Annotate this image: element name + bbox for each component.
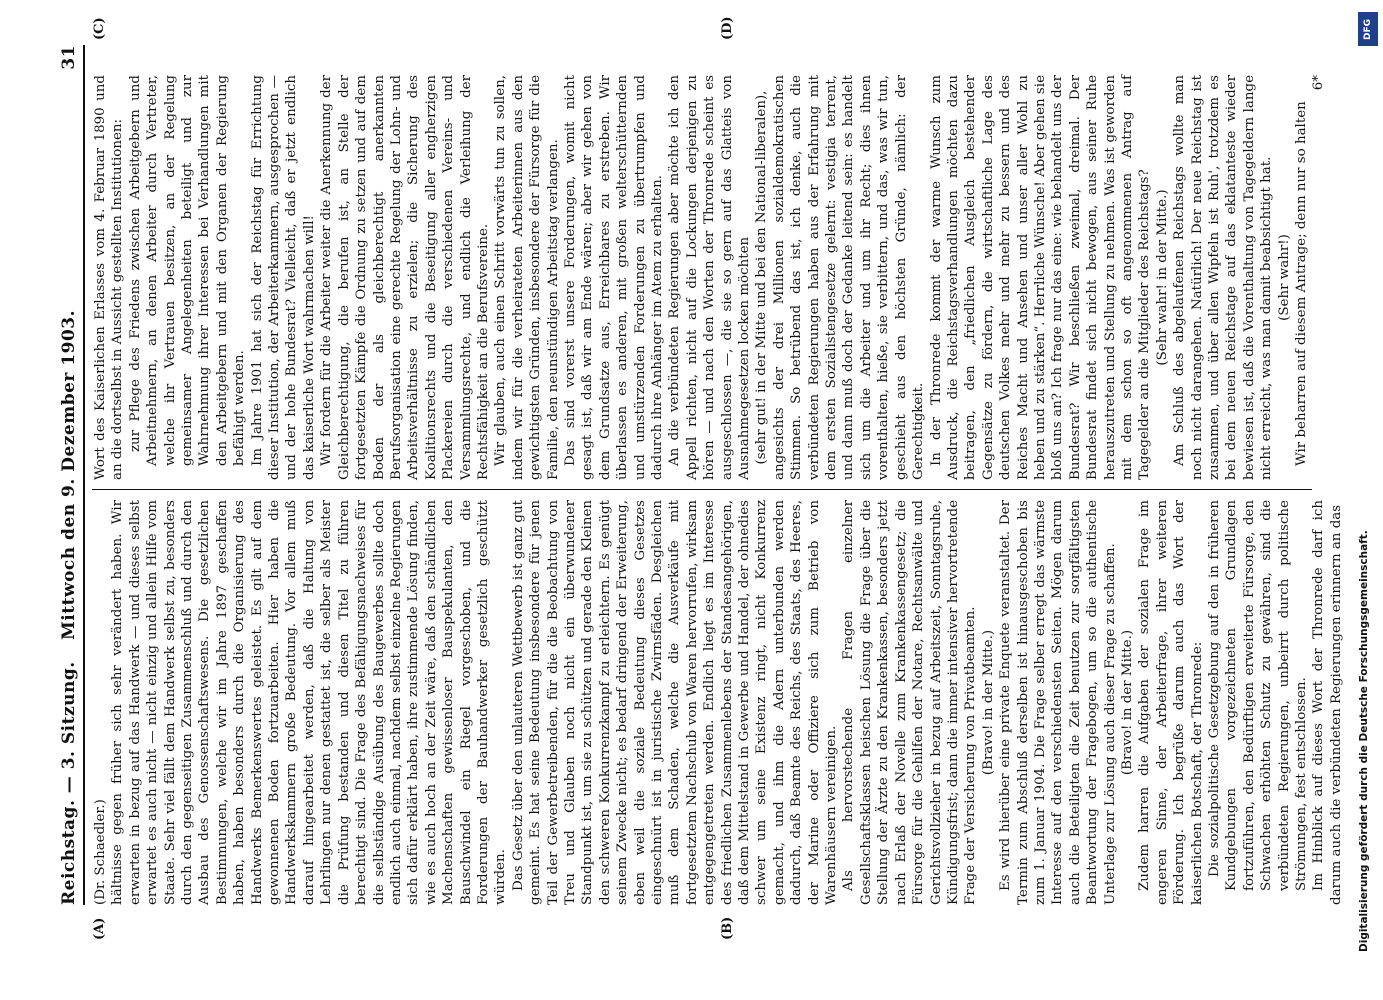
paragraph: An die verbündeten Regierungen aber möchte ich den Appell richten, nicht auf die Lockungen derjenigen zu hören — und nach den Worten der Thronrede scheint es ausgeschlossen —, die sie so gern auf das Glatteis von Ausnahmegesetzen locken möchten xyxy=(667,75,753,480)
paragraph: Im Hinblick auf dieses Wort der Thronrede darf ich darum auch die verbündeten Regierungen erinnern an das xyxy=(1311,500,1344,905)
paragraph: Als hervorstechende Fragen einzelner Gesellschaftsklassen heischen Lösung die Frage über die Stellung der Ärzte zu den Krankenkassen, besonders jetzt nach Erlaß der Novelle zum Krankenkassengesetz; die Fürsorge für die Gehilfen der Notare, Rechtsanwälte und Gerichtsvollzieher in bezug auf Arbeitszeit, Sonntagsruhe, Kündigungsfrist; dann die immer intensiver hervortretende Frage der Versicherung von Privatbeamten. xyxy=(841,500,979,905)
paragraph: Zudem harren die Aufgaben der sozialen Frage im engeren Sinne, der Arbeiterfrage, ihrer weiteren Förderung. Ich begrüße darum auch das Wort der kaiserlichen Botschaft, der Thronrede: xyxy=(1137,500,1205,905)
signature-mark: 6* xyxy=(1311,75,1327,91)
paragraph: hältnisse gegen früher sich sehr verändert haben. Wir erwarten in bezug auf das Handwerk — und dieses selbst erwartet es auch nicht — nicht einzig und allein Hilfe vom Staate. Sehr viel fällt dem Handwerk selbst zu, besonders durch den gegenseitigen Zusammenschluß und durch den Ausbau des Genossenschaftswesens. Die gesetzlichen Bestimmungen, welche wir im Jahre 1897 geschaffen haben, haben besonders durch die Organisierung des Handwerks Bemerkenswertes geleistet. Es gilt auf dem gewonnenen Boden fortzuarbeiten. Hier haben die Handwerkskammern große Bedeutung. Vor allem muß darauf hingearbeitet werden, daß die Haltung von Lehrlingen nur denen gestattet ist, die selber als Meister die Prüfung bestanden und diesen Titel zu führen berechtigt sind. Die Frage des Befähigungsnachweises für die selbständige Ausübung des Baugewerbes sollte doch endlich auch einmal, nachdem selbst einzelne Regierungen sich dafür erklärt haben, ihre zustimmende Lösung finden, wie es auch hoch an der Zeit wäre, daß den schändlichen Machenschaften gewissenloser Bauspekulanten, den Bauschwindel ein Riegel vorgeschoben, und die Forderungen der Bauhandwerker gesetzlich geschützt würden. xyxy=(110,500,509,905)
paragraph: Wir fordern für die Arbeiter weiter die Anerkennung der Gleichberechtigung, die berufen ist, an Stelle der fortgesetzten Kämpfe die Ordnung zu setzen und auf dem Boden der als gleichberechtigt anerkannten Berufsorganisation eine gerechte Regelung der Lohn- und Arbeitsverhältnisse zu erzielen; die Sicherung des Koalitionsrechts und die Beseitigung aller engherzigen Plackereien durch die verschiedenen Vereins- und Versammlungsrechte, und endlich die Verleihung der Rechtsfähigkeit an die Berufsvereine. xyxy=(319,75,491,480)
header-left: Reichstag. — 3. Sitzung. xyxy=(59,661,79,905)
interjection: (sehr gut! in der Mitte und bei den National-liberalen), xyxy=(754,90,770,465)
digitization-credit: Digitalisierung gefördert durch die Deutsche Forschungsgemeinschaft. xyxy=(1358,530,1370,952)
column-divider xyxy=(92,489,1312,490)
interjection: (Sehr wahr! in der Mitte.) xyxy=(1154,189,1170,366)
interjection: (Bravo! in der Mitte.) xyxy=(980,629,996,776)
interjection: (Sehr wahr!) xyxy=(1276,234,1292,321)
paragraph: Es wird hierüber eine private Enquete veranstaltet. Der Termin zum Abschluß derselben ist hinausgeschoben bis zum 1. Januar 1904. Die Frage selber erregt das wärmste Interesse auf den verschiedensten Seiten. Mögen darum auch die Beteiligten die Zeit benutzen zur sorgfältigsten Beantwortung der Fragebogen, um so die authentische Unterlage zur Lösung auch dieser Frage zu schaffen. xyxy=(998,500,1118,905)
speaker-tag: (Dr. Schaedler.) xyxy=(93,799,108,905)
digitization-sidebar xyxy=(1355,8,1381,988)
dfg-logo: DFG xyxy=(1358,12,1378,46)
paragraph: Wir beharren auf diesem Antrage; denn nur so halten xyxy=(1294,101,1310,466)
paragraph: Das Gesetz über den unlauteren Wettbewerb ist ganz gut gemeint. Es hat seine Bedeutung insbesondere für jenen Teil der Gewerbetreibenden, für die die Beobachtung von Treu und Glauben noch nicht ein überwundener Standpunkt ist, um sie zu schützen und gerade den Kleinen den schweren Konkurrenzkampf zu erleichtern. Es genügt seinem Zwecke nicht; es bedarf dringend der Erweiterung, eben weil die soziale Bedeutung dieses Gesetzes eingeschnürt ist in juristische Zwirnsfäden. Desgleichen muß dem Schaden, welche die Ausverkäufe mit fortgesetztem Nachschub von Waren hervorrufen, wirksam entgegengetreten werden. Endlich liegt es im Interesse des friedlichen Zusammenlebens der Standesangehörigen, daß dem Mittelstand in Gewerbe und Handel, der ohnedies schwer um seine Existenz ringt, nicht Konkurrenz gemacht, und ihm die Adern unterbunden werden dadurch, daß Beamte des Reichs, des Staats, des Heeres, der Marine oder Offiziere sich zum Betrieb von Warenhäusern vereinigen. xyxy=(510,500,840,905)
header-date: Mittwoch den 9. Dezember 1903. xyxy=(59,309,79,641)
interjection: (Bravo! in der Mitte.) xyxy=(1119,629,1135,776)
margin-marker-a: (A) xyxy=(92,917,107,940)
margin-marker-b: (B) xyxy=(720,916,735,940)
page-number: 31 xyxy=(59,45,79,70)
text-column-right xyxy=(92,75,1327,480)
paragraph: Wir glauben, auch einen Schritt vorwärts tun zu sollen, indem wir für die verheirateten Arbeiterinnen aus den gewichtigsten Gründen, insbesondere der Fürsorge für die Familie, den neunstündigen Arbeitstag verlangen. xyxy=(493,75,561,480)
text-column-left xyxy=(92,500,1344,905)
margin-marker-d: (D) xyxy=(720,16,735,40)
paragraph: Im Jahre 1901 hat sich der Reichstag für Errichtung dieser Institution, der Arbeiterkammern, ausgesprochen — und der hohe Bundesrat? Vielleicht, daß er jetzt endlich das kaiserliche Wort wahrmachen will! xyxy=(249,75,317,480)
paragraph: Am Schluß des abgelaufenen Reichstags wollte man noch nicht darangehen. Natürlich! Der neue Reichstag ist zusammen, und über allen Wipfeln ist Ruh', trotzdem es bei dem neuen Reichstage auf das eklatanteste wieder bewiesen ist, daß die Vorenthaltung von Tagegeldern lange nicht erreicht, was man damit beabsichtigt hat. xyxy=(1172,75,1275,480)
paragraph: angesichts der drei Millionen sozialdemokratischen Stimmen. So betrübend das ist, ich denke, auch die verbündeten Regierungen haben aus der Erfahrung mit dem ersten Sozialistengesetze gelernt: vestigia terrent, und dann muß doch der Gedanke leitend sein: es handelt sich um die Arbeiter und um ihr Recht; dies ihnen vorenthalten, hieße, sie verbittern, und das, was wir tun, geschieht aus den höchsten Gründe, nämlich: der Gerechtigkeit. xyxy=(771,75,927,480)
quotation: zur Pflege des Friedens zwischen Arbeitgebern und Arbeitnehmern, an denen Arbeiter durch Vertreter, welche ihr Vertrauen besitzen, an der Regelung gemeinsamer Angelegenheiten beteiligt und zur Wahrnehmung ihrer Interessen bei Verhandlungen mit den Arbeitgebern und mit den Organen der Regierung befähigt werden. xyxy=(127,75,248,466)
quotation: Die sozialpolitische Gesetzgebung auf den in früheren Kundgebungen vorgezeichneten Grundlagen fortzuführen, den Bedürftigen erweiterte Fürsorge, den Schwachen erhöhten Schutz zu gewähren, sind die verbündeten Regierungen, unbeirrt durch politische Strömungen, fest entschlossen. xyxy=(1207,500,1310,891)
paragraph: Das sind vorerst unsere Forderungen, womit nicht gesagt ist, daß wir am Ende wären; aber wir gehen von dem Grundsatze aus, Erreichbares zu erstreben. Wir überlassen es anderen, mit großen welterschütternden und umstürzenden Forderungen zu übertrumpfen und dadurch ihre Anhänger im Atem zu erhalten. xyxy=(562,75,665,480)
page-header xyxy=(55,45,85,905)
paragraph: In der Thronrede kommt der warme Wunsch zum Ausdruck, die Reichstagsverhandlungen möchten dazu beitragen, den „friedlichen Ausgleich bestehender Gegensätze zu fördern, die wirtschaftliche Lage des deutschen Volkes mehr und mehr zu bessern und des Reiches Macht und Ansehen und unser aller Wohl zu heben und zu stärken“. Herrliche Wünsche! Aber gehen sie bloß uns an? Ich frage nur das eine: wie behandelt uns der Bundesrat? Wir beschließen zweimal, dreimal. Der Bundesrat findet sich nicht bewogen, aus seiner Ruhe herauszutreten und Stellung zu nehmen. Was ist geworden mit dem schon so oft angenommenen Antrag auf Tagegelder an die Mitglieder des Reichstags? xyxy=(928,75,1153,480)
margin-marker-c: (C) xyxy=(92,17,107,40)
paragraph: Wort des Kaiserlichen Erlasses vom 4. Februar 1890 und an die dortselbst in Aussicht gestellten Institutionen: xyxy=(93,75,126,480)
